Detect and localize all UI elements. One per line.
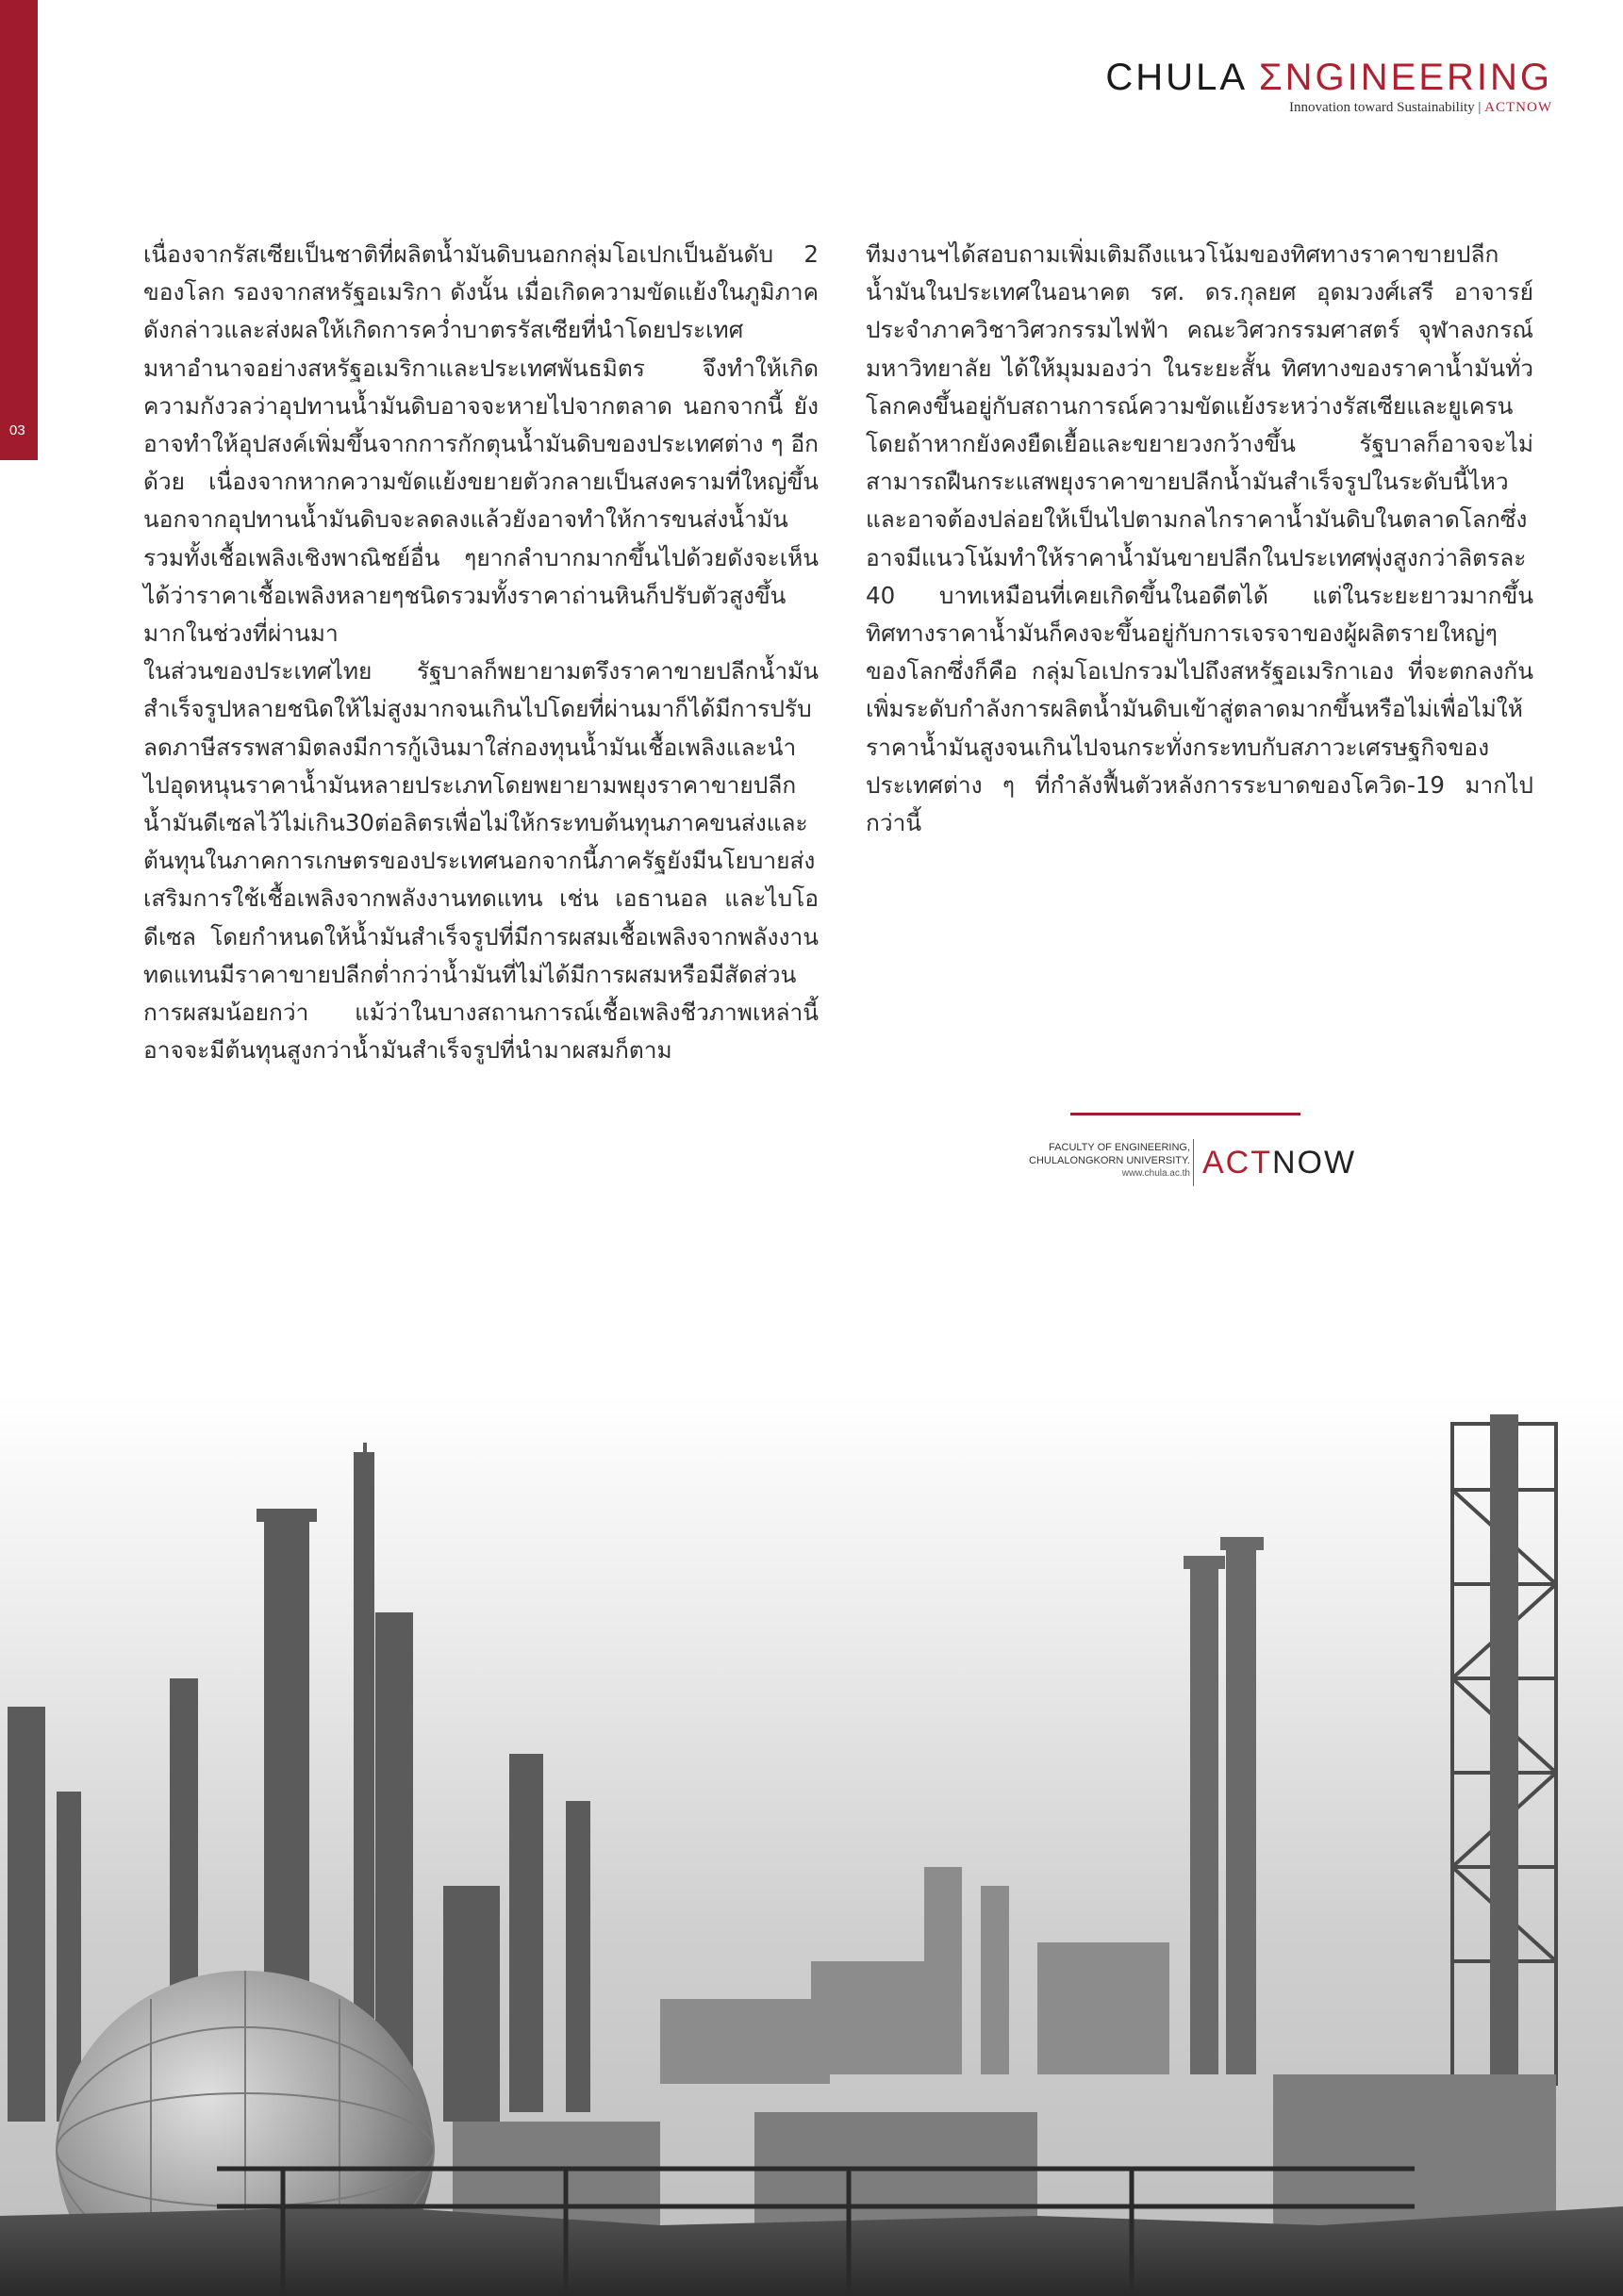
article-paragraph: เนื่องจากรัสเซียเป็นชาติที่ผลิตน้ำมันดิบนอกกลุ่มโอเปกเป็นอันดับ 2 ของโลก รองจากสหรัฐอเมริกา ดังนั้น เมื่อเกิดความขัดแย้งในภูมิภาคดังกล่าวและส่งผลให้เกิดการคว่ำบาตรรัสเซียที่นำโดยประเทศมหาอำนาจอย่างสหรัฐอเมริกาและประเทศพันธมิตร จึงทำให้เกิดความกังวลว่าอุปทานน้ำมันดิบอาจจะหายไปจากตลาด นอกจากนี้ ยังอาจทำให้อุปสงค์เพิ่มขึ้นจากการกักตุนน้ำมันดิบของประเทศต่าง ๆ อีกด้วย เนื่องจากหากความขัดแย้งขยายตัวกลายเป็นสงครามที่ใหญ่ขึ้น นอกจากอุปทานน้ำมันดิบจะลดลงแล้วยังอาจทำให้การขนส่งน้ำมันรวมทั้งเชื้อเพลิงเชิงพาณิชย์อื่น ๆยากลำบากมากขึ้นไปด้วยดังจะเห็นได้ว่าราคาเชื้อเพลิงหลายๆชนิดรวมทั้งราคาถ่านหินก็ปรับตัวสูงขึ้นมากในช่วงที่ผ่านมา bbox=[143, 240, 819, 648]
lattice-tower-column bbox=[1490, 1414, 1518, 2093]
brand-name-chula: CHULA bbox=[1105, 57, 1259, 98]
brand-tagline-mark: ACTNOW bbox=[1484, 100, 1552, 115]
faculty-url: www.chula.ac.th bbox=[1121, 1168, 1190, 1179]
faculty-line-1: FACULTY OF ENGINEERING, bbox=[1049, 1142, 1190, 1153]
faculty-actnow-logo bbox=[981, 1139, 1377, 1188]
actnow-act: ACT bbox=[1202, 1145, 1272, 1181]
faculty-text bbox=[1029, 1141, 1190, 1181]
brand-tagline bbox=[1105, 100, 1552, 116]
red-side-bar bbox=[0, 0, 38, 460]
article-right-column bbox=[866, 236, 1533, 842]
article-paragraph: ทีมงานฯได้สอบถามเพิ่มเติมถึงแนวโน้มของทิศทางราคาขายปลีกน้ำมันในประเทศในอนาคต รศ. ดร.กุลยศ อุดมวงศ์เสรี อาจารย์ประจำภาควิชาวิศวกรรมไฟฟ้า คณะวิศวกรรมศาสตร์ จุฬาลงกรณ์มหาวิทยาลัย ได้ให้มุมมองว่า ในระยะสั้น ทิศทางของราคาน้ำมันทั่วโลกคงขึ้นอยู่กับสถานการณ์ความขัดแย้งระหว่างรัสเซียและยูเครนโดยถ้าหากยังคงยืดเยื้อและขยายวงกว้างขึ้น รัฐบาลก็อาจจะไม่สามารถฝืนกระแสพยุงราคาขายปลีกน้ำมันสำเร็จรูปในระดับนี้ไหวและอาจต้องปล่อยให้เป็นไปตามกลไกราคาน้ำมันดิบในตลาดโลกซึ่งอาจมีแนวโน้มทำให้ราคาน้ำมันขายปลีกในประเทศพุ่งสูงกว่าลิตรละ 40 บาทเหมือนที่เคยเกิดขึ้นในอดีตได้ แต่ในระยะยาวมากขึ้น ทิศทางราคาน้ำมันก็คงจะขึ้นอยู่กับการเจรจาของผู้ผลิตรายใหญ่ๆของโลกซึ่งก็คือ กลุ่มโอเปกรวมไปถึงสหรัฐอเมริกาเอง ที่จะตกลงกันเพิ่มระดับกำลังการผลิตน้ำมันดิบเข้าสู่ตลาดมากขึ้นหรือไม่เพื่อไม่ให้ราคาน้ำมันสูงจนเกินไปจนกระทั่งกระทบกับสภาวะเศรษฐกิจของประเทศต่าง ๆ ที่กำลังฟื้นตัวหลังการระบาดของโควิด-19 มากไปกว่านี้ bbox=[866, 240, 1533, 837]
logo-separator bbox=[1193, 1139, 1194, 1186]
faculty-line-2: CHULALONGKORN UNIVERSITY. bbox=[1029, 1155, 1190, 1166]
article-left-column bbox=[143, 236, 819, 1069]
article-paragraph: ในส่วนของประเทศไทย รัฐบาลก็พยายามตรึงราคาขายปลีกน้ำมันสำเร็จรูปหลายชนิดให้ไม่สูงมากจนเกินไปโดยที่ผ่านมาก็ได้มีการปรับลดภาษีสรรพสามิตลงมีการกู้เงินมาใส่กองทุนน้ำมันเชื้อเพลิงและนำไปอุดหนุนราคาน้ำมันหลายประเภทโดยพยายามพยุงราคาขายปลีกน้ำมันดีเซลไว้ไม่เกิน30ต่อลิตรเพื่อไม่ให้กระทบต้นทุนภาคขนส่งและต้นทุนในภาคการเกษตรของประเทศนอกจากนี้ภาครัฐยังมีนโยบายส่งเสริมการใช้เชื้อเพลิงจากพลังงานทดแทน เช่น เอธานอล และไบโอดีเซล โดยกำหนดให้น้ำมันสำเร็จรูปที่มีการผสมเชื้อเพลิงจากพลังงานทดแทนมีราคาขายปลีกต่ำกว่าน้ำมันที่ไม่ได้มีการผสมหรือมีสัดส่วนการผสมน้อยกว่า แม้ว่าในบางสถานการณ์เชื้อเพลิงชีวภาพเหล่านี้อาจจะมีต้นทุนสูงกว่าน้ำมันสำเร็จรูปที่นำมาผสมก็ตาม bbox=[143, 657, 819, 1065]
brand-name-engineering: ΣNGINEERING bbox=[1258, 57, 1552, 98]
refinery-photo bbox=[0, 1396, 1623, 2296]
actnow-now: NOW bbox=[1272, 1145, 1357, 1181]
section-divider bbox=[1070, 1113, 1300, 1115]
actnow-wordmark bbox=[1202, 1145, 1356, 1181]
chula-engineering-logo bbox=[1105, 57, 1552, 116]
brand-tagline-text: Innovation toward Sustainability | bbox=[1289, 100, 1485, 115]
page-number: 03 bbox=[9, 422, 25, 438]
brand-name bbox=[1105, 57, 1552, 98]
